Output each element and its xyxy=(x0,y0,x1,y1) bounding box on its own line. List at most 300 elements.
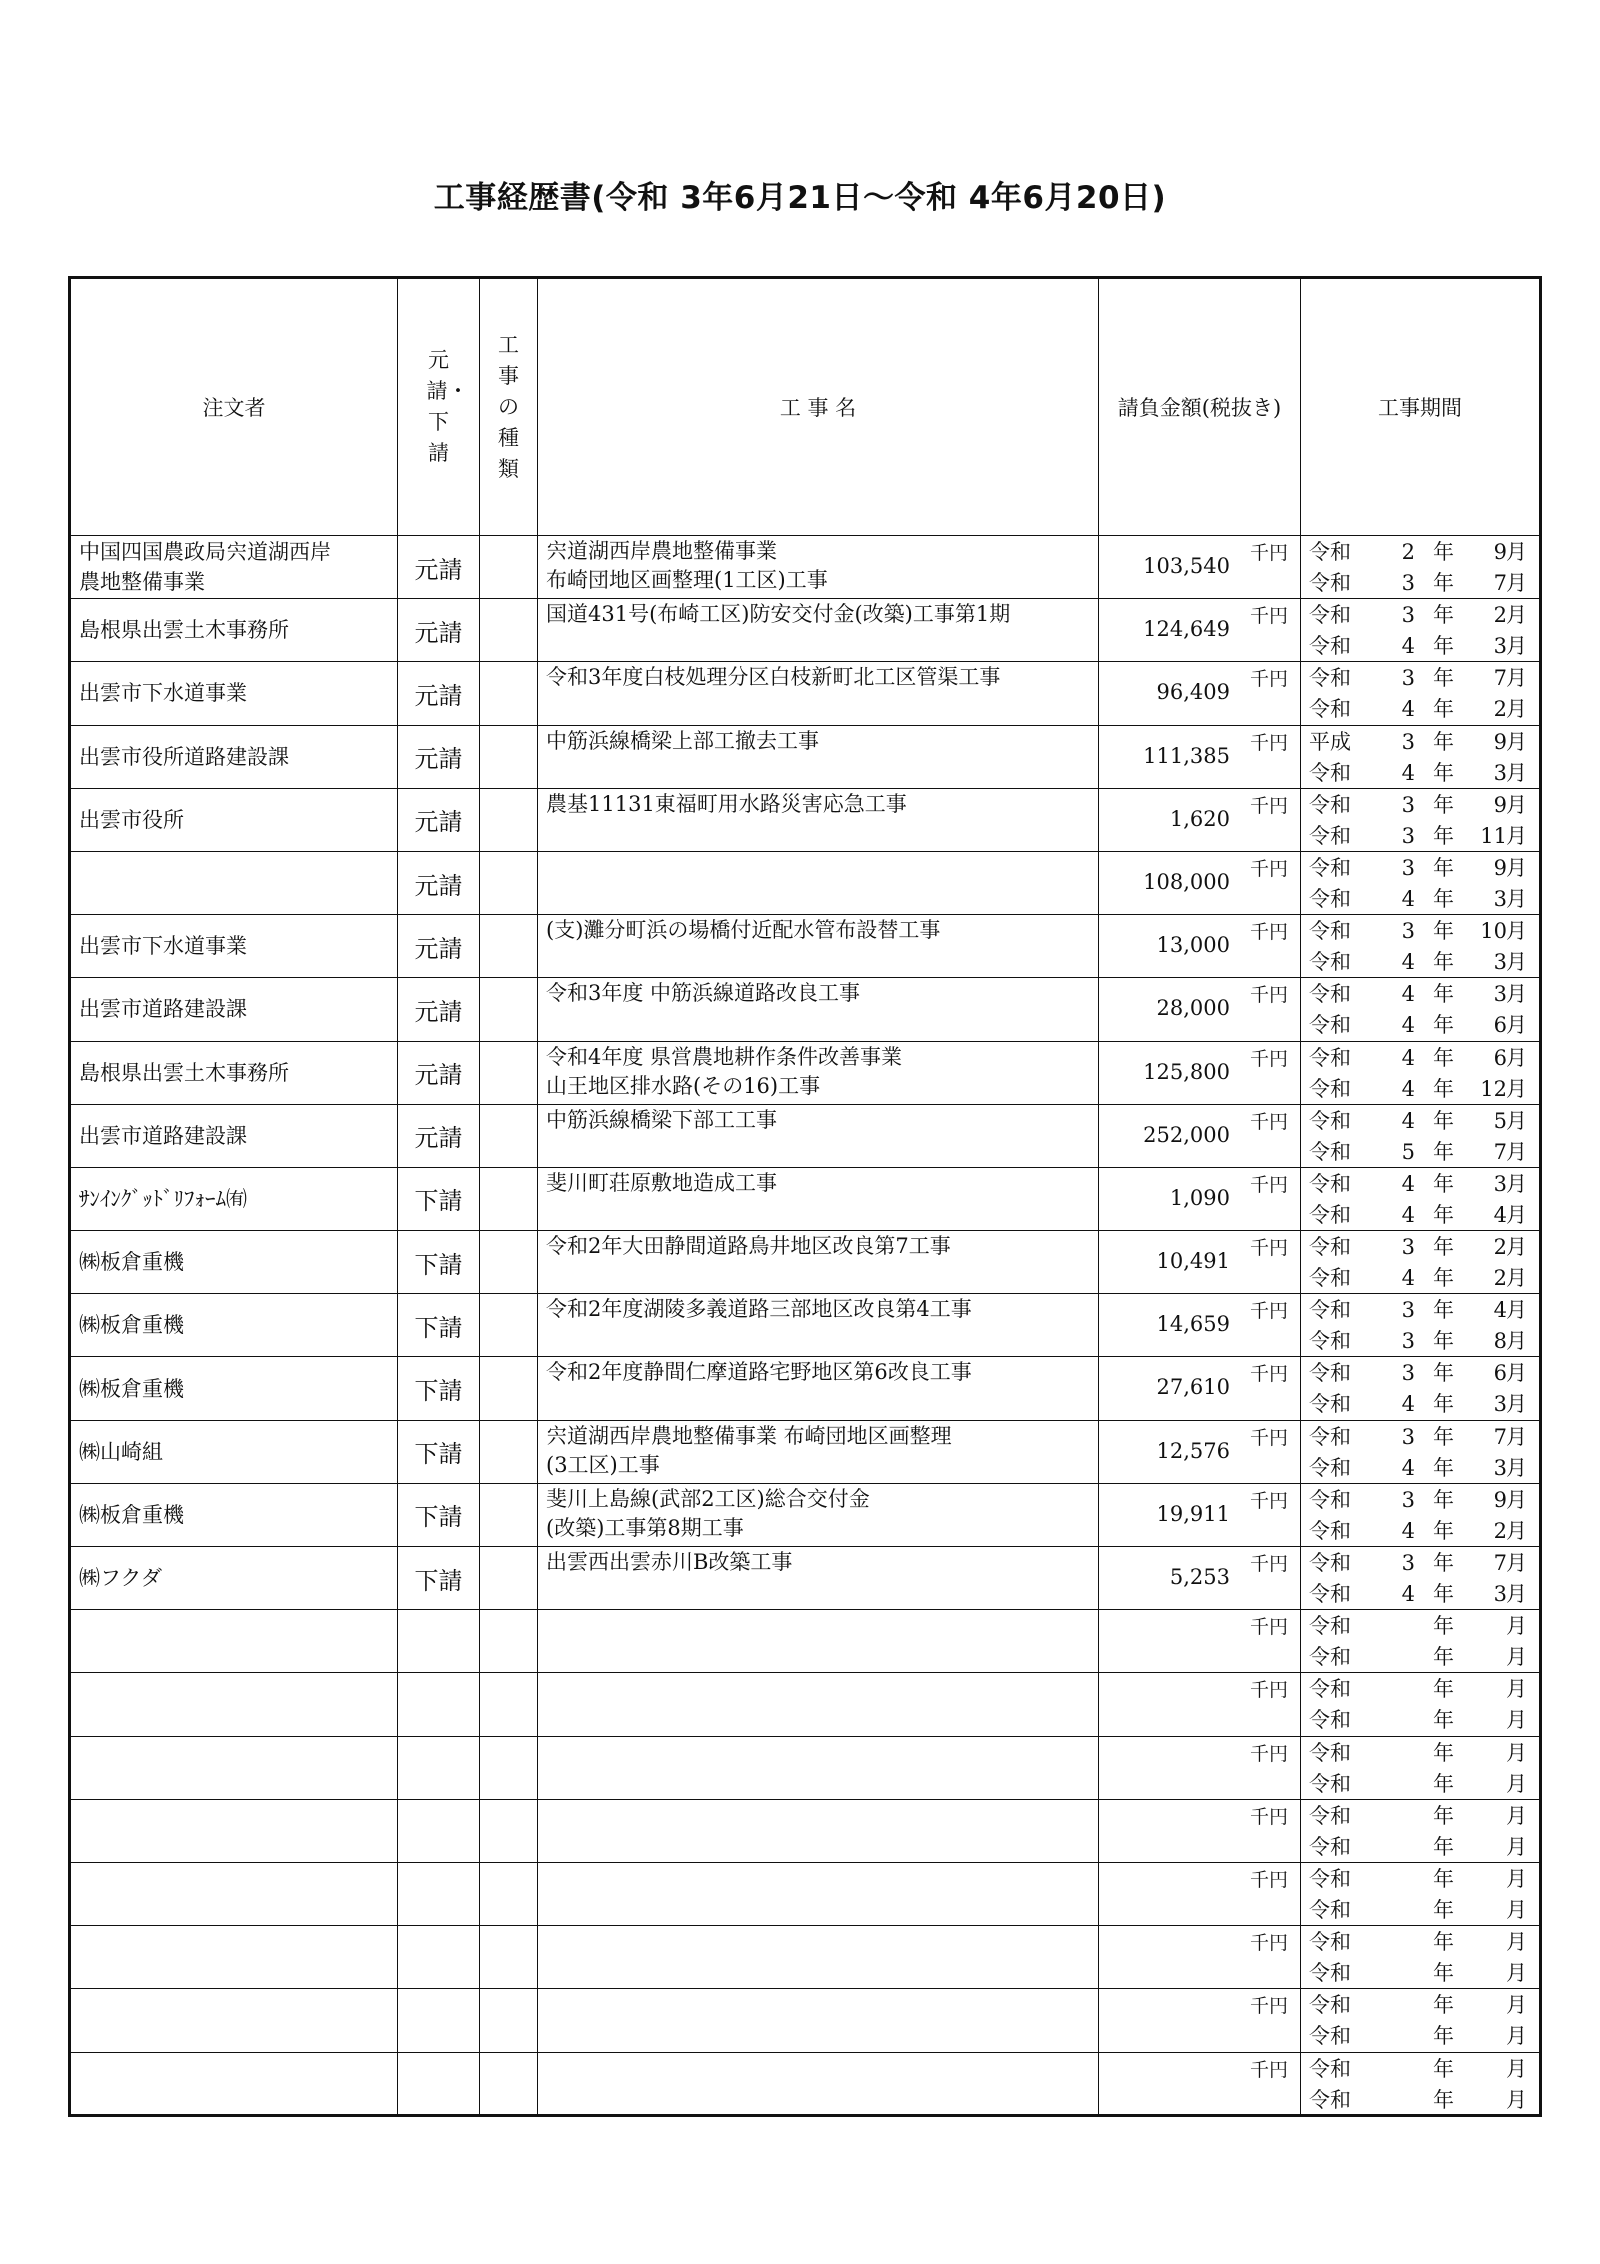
amount-cell xyxy=(1099,1231,1301,1294)
table-row xyxy=(70,978,1541,1041)
work-name-cell: 斐川町荘原敷地造成工事 xyxy=(538,1167,1099,1230)
period-cell xyxy=(1301,599,1541,662)
month-label: 月 xyxy=(1506,1361,1527,1386)
year-number: 2 xyxy=(1401,540,1415,564)
work-type-cell xyxy=(480,1167,538,1230)
year-number: 5 xyxy=(1401,1139,1415,1164)
table-row xyxy=(70,1799,1541,1862)
month-label: 月 xyxy=(1506,634,1527,659)
year-label: 年 xyxy=(1433,1487,1454,1512)
month-number: 6 xyxy=(1493,1361,1507,1386)
year-label: 年 xyxy=(1433,1866,1454,1891)
work-name-cell: 令和2年度湖陵多義道路三部地区改良第4工事 xyxy=(538,1294,1099,1357)
month-label: 月 xyxy=(1506,1045,1527,1070)
period-end xyxy=(1309,2085,1527,2115)
year-number: 4 xyxy=(1401,1013,1415,1038)
work-name-cell: 令和2年度静間仁摩道路宅野地区第6改良工事 xyxy=(538,1357,1099,1420)
year-label: 年 xyxy=(1433,1139,1454,1164)
era-label: 令和 xyxy=(1309,1961,1351,1986)
header-amount: 請負金額(税抜き) xyxy=(1099,278,1301,536)
year-number: 3 xyxy=(1401,1361,1415,1386)
year-number: 4 xyxy=(1401,1266,1415,1291)
table-row xyxy=(70,788,1541,851)
client-cell: 出雲市道路建設課 xyxy=(70,978,398,1041)
contract-type-cell xyxy=(398,2052,480,2115)
period-start xyxy=(1309,1738,1527,1768)
period-start xyxy=(1309,1485,1527,1515)
work-type-cell xyxy=(480,978,538,1041)
contract-type-cell: 下請 xyxy=(398,1483,480,1546)
work-type-cell xyxy=(480,1294,538,1357)
era-label: 令和 xyxy=(1309,1993,1351,2018)
contract-type-cell: 元請 xyxy=(398,662,480,725)
month-label: 月 xyxy=(1506,1645,1527,1670)
amount-unit: 千円 xyxy=(1249,1616,1288,1639)
client-cell: 中国四国農政局宍道湖西岸 農地整備事業 xyxy=(70,536,398,599)
era-label: 令和 xyxy=(1309,1108,1351,1133)
month-number: 7 xyxy=(1493,1424,1507,1449)
contract-type-cell: 下請 xyxy=(398,1357,480,1420)
year-number: 4 xyxy=(1401,760,1415,785)
amount-unit: 千円 xyxy=(1249,605,1288,628)
work-name-cell xyxy=(538,1736,1099,1799)
client-cell: 島根県出雲土木事務所 xyxy=(70,1041,398,1104)
contract-type-cell: 元請 xyxy=(398,788,480,851)
year-number: 4 xyxy=(1401,1392,1415,1417)
month-number: 9 xyxy=(1493,855,1507,880)
amount-cell xyxy=(1099,1862,1301,1925)
amount-cell xyxy=(1099,1673,1301,1736)
era-label: 令和 xyxy=(1309,1424,1351,1449)
month-number: 2 xyxy=(1493,697,1507,722)
period-end xyxy=(1309,1895,1527,1925)
amount-value: 252,000 xyxy=(1143,1122,1230,1147)
year-number: 3 xyxy=(1401,1329,1415,1354)
amount-unit: 千円 xyxy=(1249,1363,1288,1386)
work-type-cell xyxy=(480,1799,538,1862)
month-label: 月 xyxy=(1506,603,1527,628)
year-label: 年 xyxy=(1433,1361,1454,1386)
era-label: 令和 xyxy=(1309,1266,1351,1291)
amount-unit: 千円 xyxy=(1249,921,1288,944)
period-end xyxy=(1309,2021,1527,2051)
amount-cell xyxy=(1099,1547,1301,1610)
table-row xyxy=(70,915,1541,978)
month-label: 月 xyxy=(1506,1866,1527,1891)
period-end xyxy=(1309,1200,1527,1230)
period-cell xyxy=(1301,1420,1541,1483)
era-label: 令和 xyxy=(1309,1897,1351,1922)
amount-cell xyxy=(1099,2052,1301,2115)
contract-type-cell: 元請 xyxy=(398,599,480,662)
month-number: 9 xyxy=(1493,792,1507,817)
amount-cell xyxy=(1099,1610,1301,1673)
year-label: 年 xyxy=(1433,1076,1454,1101)
period-start xyxy=(1309,1232,1527,1262)
work-name-cell xyxy=(538,1862,1099,1925)
era-label: 令和 xyxy=(1309,760,1351,785)
header-client: 注文者 xyxy=(70,278,398,536)
client-cell xyxy=(70,1799,398,1862)
amount-unit: 千円 xyxy=(1249,1489,1288,1512)
month-number: 11 xyxy=(1480,823,1507,848)
contract-type-cell xyxy=(398,1736,480,1799)
era-label: 令和 xyxy=(1309,603,1351,628)
period-cell xyxy=(1301,662,1541,725)
amount-cell xyxy=(1099,1357,1301,1420)
table-row xyxy=(70,2052,1541,2115)
period-cell xyxy=(1301,1736,1541,1799)
amount-cell xyxy=(1099,536,1301,599)
month-label: 月 xyxy=(1506,1235,1527,1260)
year-label: 年 xyxy=(1433,1171,1454,1196)
year-label: 年 xyxy=(1433,1329,1454,1354)
period-start xyxy=(1309,853,1527,883)
era-label: 令和 xyxy=(1309,1551,1351,1575)
period-end xyxy=(1309,1705,1527,1735)
month-number: 3 xyxy=(1493,982,1507,1007)
period-cell xyxy=(1301,1041,1541,1104)
amount-value: 1,620 xyxy=(1169,806,1230,831)
client-cell xyxy=(70,1862,398,1925)
month-label: 月 xyxy=(1506,1487,1527,1512)
contract-type-cell xyxy=(398,1610,480,1673)
year-number: 4 xyxy=(1401,982,1415,1007)
month-label: 月 xyxy=(1506,855,1527,880)
contract-type-cell: 元請 xyxy=(398,536,480,599)
year-number: 3 xyxy=(1401,1235,1415,1260)
table-row xyxy=(70,536,1541,599)
era-label: 令和 xyxy=(1309,1139,1351,1164)
amount-unit: 千円 xyxy=(1249,1300,1288,1323)
contract-type-cell: 元請 xyxy=(398,978,480,1041)
year-number: 4 xyxy=(1401,1045,1415,1070)
contract-type-cell: 下請 xyxy=(398,1547,480,1610)
client-cell xyxy=(70,1610,398,1673)
era-label: 令和 xyxy=(1309,982,1351,1007)
year-label: 年 xyxy=(1433,823,1454,848)
period-start xyxy=(1309,1422,1527,1452)
period-end xyxy=(1309,568,1527,598)
client-cell: ｻﾝｲﾝｸﾞｯﾄﾞﾘﾌｫｰﾑ㈲ xyxy=(70,1167,398,1230)
era-label: 令和 xyxy=(1309,1930,1351,1955)
contract-type-cell: 元請 xyxy=(398,725,480,788)
year-label: 年 xyxy=(1433,1614,1454,1639)
month-number: 8 xyxy=(1493,1329,1507,1354)
year-label: 年 xyxy=(1433,571,1454,595)
year-number: 3 xyxy=(1401,792,1415,817)
work-name-cell: 宍道湖西岸農地整備事業 布崎団地区画整理(1工区)工事 xyxy=(538,536,1099,599)
work-type-cell xyxy=(480,1483,538,1546)
month-number: 3 xyxy=(1493,1455,1507,1480)
amount-value: 108,000 xyxy=(1143,869,1230,894)
month-label: 月 xyxy=(1506,760,1527,785)
work-name-cell: 中筋浜線橋梁下部工工事 xyxy=(538,1104,1099,1167)
month-label: 月 xyxy=(1506,1171,1527,1196)
period-cell xyxy=(1301,1167,1541,1230)
month-label: 月 xyxy=(1506,982,1527,1007)
month-label: 月 xyxy=(1506,1266,1527,1291)
year-label: 年 xyxy=(1433,1424,1454,1449)
amount-unit: 千円 xyxy=(1249,857,1288,880)
amount-unit: 千円 xyxy=(1249,542,1288,564)
table-row xyxy=(70,1926,1541,1989)
table-row xyxy=(70,1104,1541,1167)
amount-unit: 千円 xyxy=(1249,1868,1288,1891)
month-label: 月 xyxy=(1506,1202,1527,1227)
year-label: 年 xyxy=(1433,1961,1454,1986)
period-end xyxy=(1309,1453,1527,1483)
year-label: 年 xyxy=(1433,1897,1454,1922)
work-type-cell xyxy=(480,1862,538,1925)
table-row xyxy=(70,1736,1541,1799)
work-type-cell xyxy=(480,788,538,851)
month-label: 月 xyxy=(1506,1551,1527,1575)
year-label: 年 xyxy=(1433,1551,1454,1575)
era-label: 令和 xyxy=(1309,886,1351,911)
amount-unit: 千円 xyxy=(1249,1995,1288,2018)
work-type-cell xyxy=(480,1041,538,1104)
amount-cell xyxy=(1099,978,1301,1041)
amount-unit: 千円 xyxy=(1249,1805,1288,1828)
work-name-cell xyxy=(538,2052,1099,2115)
month-number: 7 xyxy=(1493,571,1507,595)
year-label: 年 xyxy=(1433,1582,1454,1606)
month-label: 月 xyxy=(1506,1108,1527,1133)
era-label: 令和 xyxy=(1309,666,1351,691)
era-label: 令和 xyxy=(1309,1392,1351,1417)
table-row xyxy=(70,1610,1541,1673)
table-row xyxy=(70,1862,1541,1925)
client-cell xyxy=(70,1926,398,1989)
contract-type-cell: 下請 xyxy=(398,1420,480,1483)
header-period: 工事期間 xyxy=(1301,278,1541,536)
era-label: 令和 xyxy=(1309,1866,1351,1891)
era-label: 令和 xyxy=(1309,1171,1351,1196)
year-label: 年 xyxy=(1433,919,1454,944)
month-number: 2 xyxy=(1493,1235,1507,1260)
amount-value: 5,253 xyxy=(1169,1565,1230,1589)
month-label: 月 xyxy=(1506,1013,1527,1038)
period-cell xyxy=(1301,1104,1541,1167)
period-end xyxy=(1309,1516,1527,1546)
month-number: 3 xyxy=(1493,760,1507,785)
era-label: 平成 xyxy=(1309,729,1351,754)
era-label: 令和 xyxy=(1309,1076,1351,1101)
period-start xyxy=(1309,1990,1527,2020)
period-cell xyxy=(1301,1862,1541,1925)
era-label: 令和 xyxy=(1309,919,1351,944)
month-label: 月 xyxy=(1506,1897,1527,1922)
year-label: 年 xyxy=(1433,666,1454,691)
contract-type-cell: 元請 xyxy=(398,851,480,914)
client-cell: 島根県出雲土木事務所 xyxy=(70,599,398,662)
work-name-cell xyxy=(538,851,1099,914)
period-end xyxy=(1309,1958,1527,1988)
work-type-cell xyxy=(480,725,538,788)
year-label: 年 xyxy=(1433,886,1454,911)
amount-cell xyxy=(1099,1799,1301,1862)
period-start xyxy=(1309,1927,1527,1957)
amount-value: 19,911 xyxy=(1156,1501,1230,1526)
year-label: 年 xyxy=(1433,1771,1454,1796)
year-label: 年 xyxy=(1433,1392,1454,1417)
month-label: 月 xyxy=(1506,1076,1527,1101)
work-type-cell xyxy=(480,1357,538,1420)
contract-type-cell: 下請 xyxy=(398,1294,480,1357)
period-start xyxy=(1309,727,1527,757)
era-label: 令和 xyxy=(1309,855,1351,880)
table-row xyxy=(70,725,1541,788)
year-label: 年 xyxy=(1433,1298,1454,1323)
era-label: 令和 xyxy=(1309,1803,1351,1828)
period-start xyxy=(1309,1043,1527,1073)
client-cell: ㈱板倉重機 xyxy=(70,1483,398,1546)
month-number: 3 xyxy=(1493,1392,1507,1417)
month-label: 月 xyxy=(1506,1834,1527,1859)
month-label: 月 xyxy=(1506,666,1527,691)
work-type-cell xyxy=(480,1231,538,1294)
client-cell xyxy=(70,2052,398,2115)
period-cell xyxy=(1301,1610,1541,1673)
year-number: 4 xyxy=(1401,1582,1415,1606)
amount-unit: 千円 xyxy=(1249,1679,1288,1702)
month-number: 9 xyxy=(1493,540,1507,564)
work-name-cell: 令和4年度 県営農地耕作条件改善事業 山王地区排水路(その16)工事 xyxy=(538,1041,1099,1104)
month-number: 2 xyxy=(1493,1266,1507,1291)
work-name-cell xyxy=(538,1610,1099,1673)
year-label: 年 xyxy=(1433,1834,1454,1859)
amount-unit: 千円 xyxy=(1249,2058,1288,2081)
era-label: 令和 xyxy=(1309,1677,1351,1702)
year-number: 4 xyxy=(1401,950,1415,975)
year-label: 年 xyxy=(1433,1455,1454,1480)
period-start xyxy=(1309,1169,1527,1199)
amount-unit: 千円 xyxy=(1249,1426,1288,1449)
amount-value: 111,385 xyxy=(1143,743,1230,768)
work-type-cell xyxy=(480,1420,538,1483)
table-row xyxy=(70,1989,1541,2052)
year-label: 年 xyxy=(1433,729,1454,754)
year-number: 3 xyxy=(1401,1424,1415,1449)
table-row xyxy=(70,1231,1541,1294)
period-cell xyxy=(1301,1989,1541,2052)
era-label: 令和 xyxy=(1309,2087,1351,2112)
month-label: 月 xyxy=(1506,823,1527,848)
era-label: 令和 xyxy=(1309,1708,1351,1733)
contract-type-cell xyxy=(398,1673,480,1736)
work-type-cell xyxy=(480,2052,538,2115)
amount-value: 124,649 xyxy=(1143,617,1230,642)
table-row xyxy=(70,1041,1541,1104)
table-row xyxy=(70,599,1541,662)
work-type-cell xyxy=(480,915,538,978)
month-label: 月 xyxy=(1506,2056,1527,2081)
table-row xyxy=(70,1294,1541,1357)
year-label: 年 xyxy=(1433,855,1454,880)
amount-value: 125,800 xyxy=(1143,1059,1230,1084)
year-label: 年 xyxy=(1433,982,1454,1007)
month-number: 9 xyxy=(1493,729,1507,754)
year-number: 3 xyxy=(1401,729,1415,754)
header-work-name: 工 事 名 xyxy=(538,278,1099,536)
amount-value: 12,576 xyxy=(1156,1438,1230,1463)
month-number: 4 xyxy=(1493,1298,1507,1323)
period-cell xyxy=(1301,1483,1541,1546)
work-type-cell xyxy=(480,599,538,662)
contract-type-cell xyxy=(398,1799,480,1862)
work-name-cell: 令和2年大田静間道路鳥井地区改良第7工事 xyxy=(538,1231,1099,1294)
period-end xyxy=(1309,947,1527,977)
month-number: 12 xyxy=(1480,1076,1507,1101)
era-label: 令和 xyxy=(1309,1455,1351,1480)
period-end xyxy=(1309,884,1527,914)
period-start xyxy=(1309,600,1527,630)
work-history-table xyxy=(68,276,1542,2117)
year-number: 4 xyxy=(1401,1518,1415,1543)
year-label: 年 xyxy=(1433,792,1454,817)
amount-value: 96,409 xyxy=(1156,680,1230,705)
work-name-cell: 中筋浜線橋梁上部工撤去工事 xyxy=(538,725,1099,788)
work-type-cell xyxy=(480,1610,538,1673)
month-label: 月 xyxy=(1506,729,1527,754)
month-number: 4 xyxy=(1493,1202,1507,1227)
year-number: 3 xyxy=(1401,666,1415,691)
year-number: 3 xyxy=(1401,1551,1415,1575)
year-label: 年 xyxy=(1433,1645,1454,1670)
month-number: 2 xyxy=(1493,603,1507,628)
work-type-cell xyxy=(480,1736,538,1799)
year-label: 年 xyxy=(1433,760,1454,785)
amount-cell xyxy=(1099,1167,1301,1230)
amount-cell xyxy=(1099,1104,1301,1167)
period-cell xyxy=(1301,851,1541,914)
period-cell xyxy=(1301,1547,1541,1610)
period-start xyxy=(1309,537,1527,567)
month-number: 3 xyxy=(1493,1171,1507,1196)
amount-cell xyxy=(1099,725,1301,788)
table-row xyxy=(70,662,1541,725)
year-label: 年 xyxy=(1433,2024,1454,2049)
contract-type-cell: 元請 xyxy=(398,915,480,978)
amount-cell xyxy=(1099,662,1301,725)
period-start xyxy=(1309,1674,1527,1704)
month-number: 10 xyxy=(1480,919,1507,944)
contract-type-cell xyxy=(398,1989,480,2052)
year-number: 4 xyxy=(1401,634,1415,659)
year-number: 3 xyxy=(1401,603,1415,628)
month-label: 月 xyxy=(1506,919,1527,944)
work-name-cell: 令和3年度 中筋浜線道路改良工事 xyxy=(538,978,1099,1041)
month-label: 月 xyxy=(1506,950,1527,975)
amount-cell xyxy=(1099,1926,1301,1989)
month-label: 月 xyxy=(1506,2087,1527,2112)
year-number: 3 xyxy=(1401,919,1415,944)
amount-value: 10,491 xyxy=(1156,1249,1230,1274)
client-cell: ㈱フクダ xyxy=(70,1547,398,1610)
year-label: 年 xyxy=(1433,1108,1454,1133)
amount-unit: 千円 xyxy=(1249,731,1288,754)
client-cell: 出雲市役所道路建設課 xyxy=(70,725,398,788)
month-number: 2 xyxy=(1493,1518,1507,1543)
table-row xyxy=(70,1167,1541,1230)
amount-cell xyxy=(1099,1041,1301,1104)
period-end xyxy=(1309,758,1527,788)
amount-unit: 千円 xyxy=(1249,1047,1288,1070)
year-label: 年 xyxy=(1433,1518,1454,1543)
contract-type-cell: 元請 xyxy=(398,1041,480,1104)
client-cell: 出雲市下水道事業 xyxy=(70,915,398,978)
